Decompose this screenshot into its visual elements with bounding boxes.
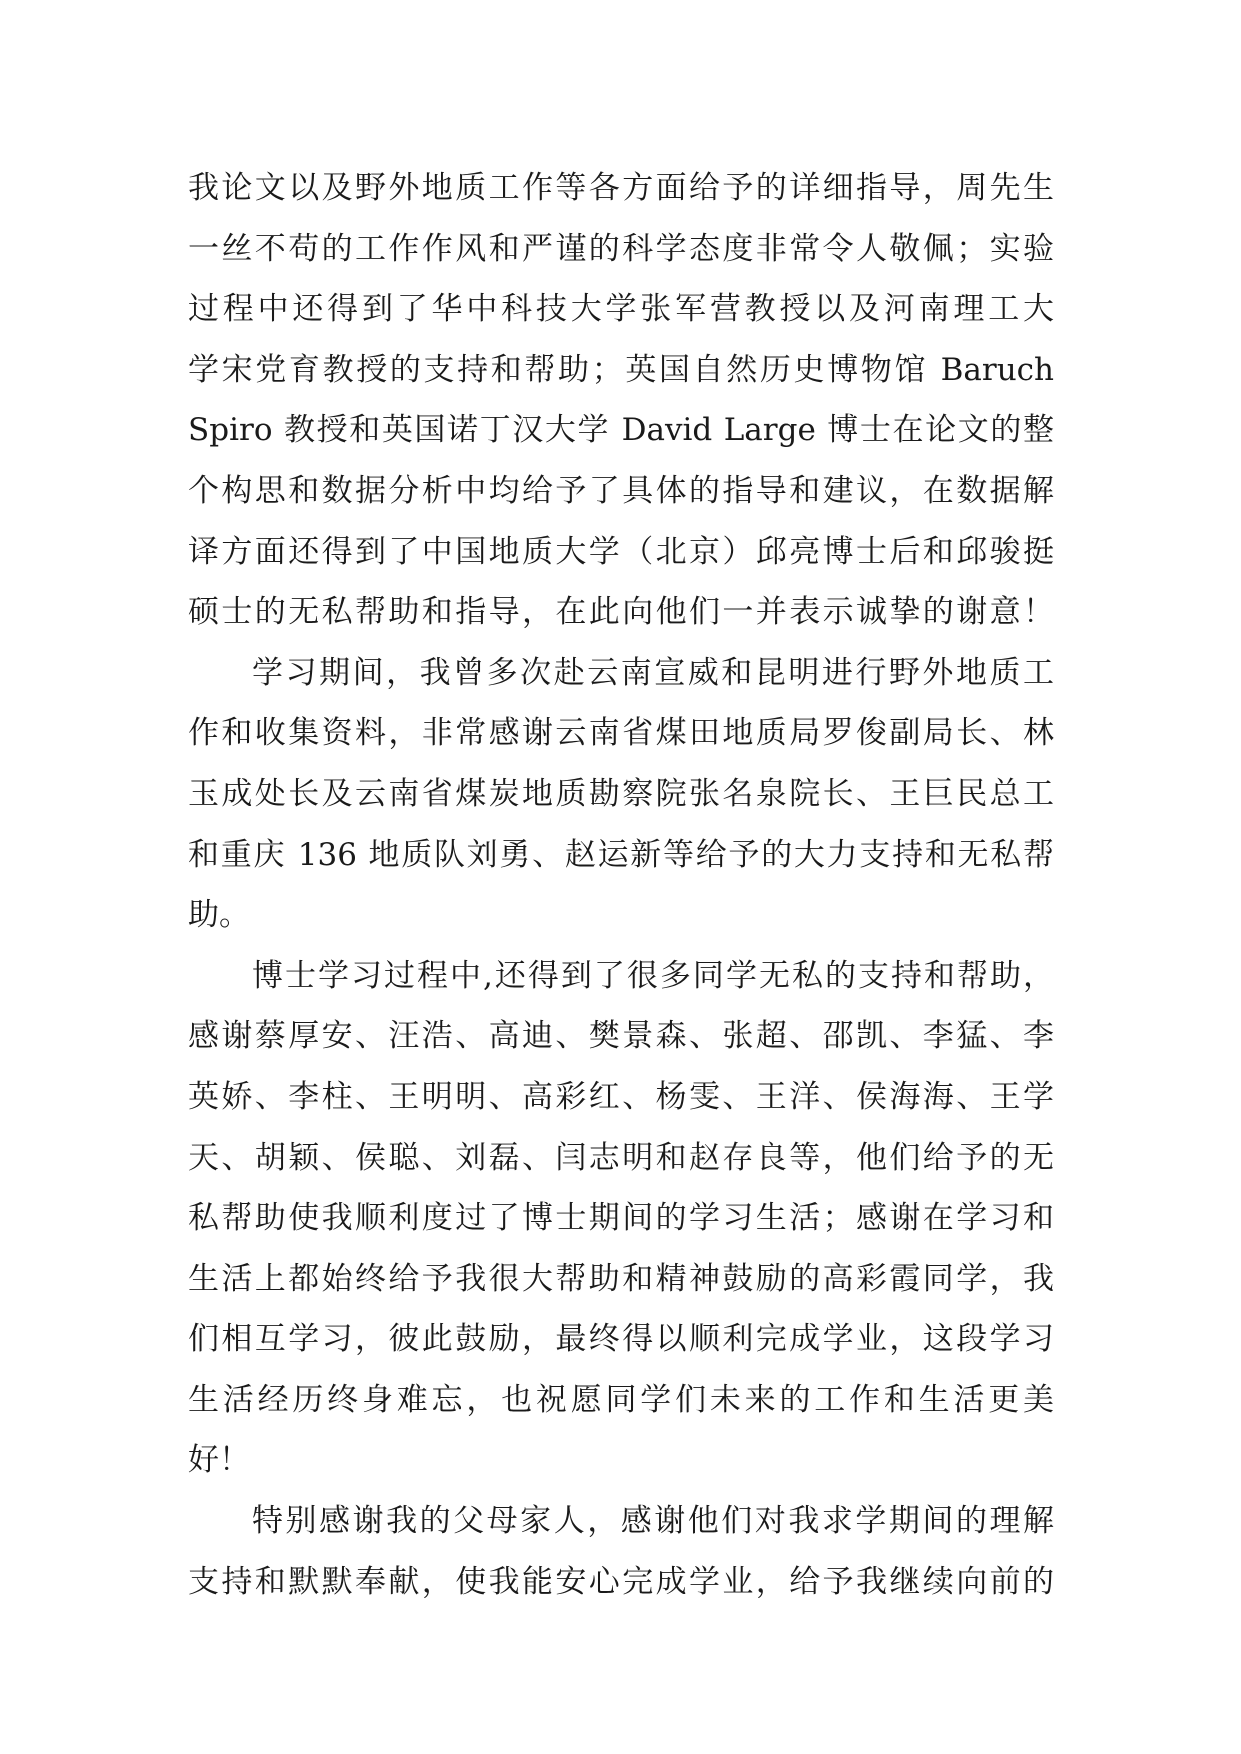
text-line: 学宋党育教授的支持和帮助；英国自然历史博物馆 Baruch: [188, 351, 1054, 388]
text-line: 私帮助使我顺利度过了博士期间的学习生活；感谢在学习和: [188, 1200, 1054, 1237]
text-line: 好！: [188, 1442, 250, 1479]
text-line: 个构思和数据分析中均给予了具体的指导和建议，在数据解: [188, 472, 1054, 509]
text-line: 译方面还得到了中国地质大学（北京）邱亮博士后和邱骏挺: [188, 533, 1054, 570]
text-line: 英娇、李柱、王明明、高彩红、杨雯、王洋、侯海海、王学: [188, 1078, 1054, 1115]
text-line: 特别感谢我的父母家人，感谢他们对我求学期间的理解: [252, 1503, 1054, 1540]
text-line: 硕士的无私帮助和指导，在此向他们一并表示诚挚的谢意！: [188, 594, 1054, 631]
text-line: 支持和默默奉献，使我能安心完成学业，给予我继续向前的: [188, 1563, 1054, 1600]
text-line: Spiro 教授和英国诺丁汉大学 David Large 博士在论文的整: [188, 412, 1054, 449]
text-line: 感谢蔡厚安、汪浩、高迪、樊景森、张超、邵凯、李猛、李: [188, 1018, 1054, 1055]
text-line: 们相互学习，彼此鼓励，最终得以顺利完成学业，这段学习: [188, 1321, 1054, 1358]
text-line: 过程中还得到了华中科技大学张军营教授以及河南理工大: [188, 291, 1054, 328]
text-line: 天、胡颖、侯聪、刘磊、闫志明和赵存良等，他们给予的无: [188, 1139, 1054, 1176]
text-line: 学习期间，我曾多次赴云南宣威和昆明进行野外地质工: [252, 654, 1054, 691]
text-line: 和重庆 136 地质队刘勇、赵运新等给予的大力支持和无私帮: [188, 836, 1054, 873]
acknowledgement-text: [188, 158, 1054, 1612]
text-line: 生活经历终身难忘，也祝愿同学们未来的工作和生活更美: [188, 1381, 1054, 1418]
text-line: 我论文以及野外地质工作等各方面给予的详细指导，周先生: [188, 170, 1054, 206]
text-line: 生活上都始终给予我很大帮助和精神鼓励的高彩霞同学，我: [188, 1260, 1054, 1297]
text-line: 作和收集资料，非常感谢云南省煤田地质局罗俊副局长、林: [188, 715, 1054, 752]
text-line: 博士学习过程中,还得到了很多同学无私的支持和帮助，: [252, 957, 1054, 994]
text-line: 玉成处长及云南省煤炭地质勘察院张名泉院长、王巨民总工: [188, 775, 1054, 812]
text-line: 助。: [188, 897, 250, 934]
text-line: 一丝不苟的工作作风和严谨的科学态度非常令人敬佩；实验: [188, 230, 1054, 267]
